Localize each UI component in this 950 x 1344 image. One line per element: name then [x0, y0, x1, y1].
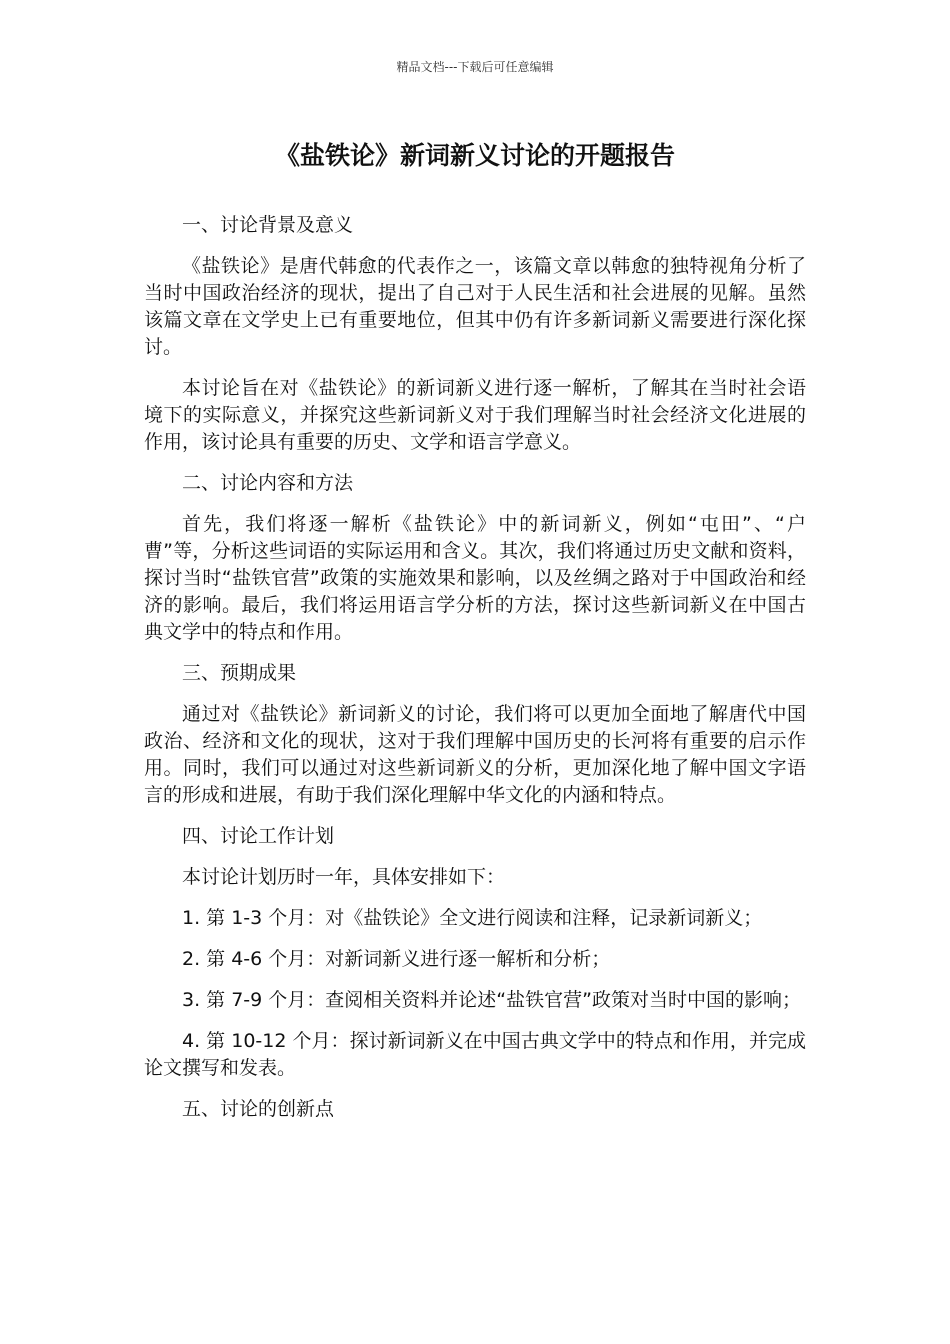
work-plan-item-3: 3. 第 7-9 个月：查阅相关资料并论述“盐铁官营”政策对当时中国的影响； [182, 989, 801, 1011]
paragraph-work-plan-intro: 本讨论计划历时一年，具体安排如下： [182, 866, 506, 888]
section-heading-background: 一、讨论背景及意义 [182, 214, 354, 236]
paragraph-expected-results: 通过对《盐铁论》新词新义的讨论，我们将可以更加全面地了解唐代中国政治、经济和文化的现状，这对于我们理解中国历史的长河将有重要的启示作用。同时，我们可以通过对这些新词新义的分析，更加深化地了解中国文字语言的形成和进展，有助于我们深化理解中华文化的内涵和特点。 [144, 703, 806, 806]
paragraph-content-method: 首先，我们将逐一解析《盐铁论》中的新词新义，例如“屯田”、“户曹”等，分析这些词语的实际运用和含义。其次，我们将通过历史文献和资料，探讨当时“盐铁官营”政策的实施效果和影响，以及丝绸之路对于中国政治和经济的影响。最后，我们将运用语言学分析的方法，探讨这些新词新义在中国古典文学中的特点和作用。 [144, 513, 806, 643]
section-heading-content-method: 二、讨论内容和方法 [182, 472, 354, 494]
section-heading-expected-results: 三、预期成果 [182, 662, 297, 684]
document-title: 《盐铁论》新词新义讨论的开题报告 [274, 141, 675, 170]
section-heading-innovation: 五、讨论的创新点 [182, 1098, 335, 1120]
paragraph-background-2: 本讨论旨在对《盐铁论》的新词新义进行逐一解析，了解其在当时社会语境下的实际意义，并探究这些新词新义对于我们理解当时社会经济文化进展的作用，该讨论具有重要的历史、文学和语言学意义。 [144, 377, 806, 453]
work-plan-item-4: 4. 第 10-12 个月：探讨新词新义在中国古典文学中的特点和作用，并完成论文撰写和发表。 [144, 1030, 806, 1079]
paragraph-background-1: 《盐铁论》是唐代韩愈的代表作之一，该篇文章以韩愈的独特视角分析了当时中国政治经济的现状，提出了自己对于人民生活和社会进展的见解。虽然该篇文章在文学史上已有重要地位，但其中仍有许多新词新义需要进行深化探讨。 [144, 255, 806, 358]
document-body [144, 212, 806, 1137]
work-plan-item-1: 1. 第 1-3 个月：对《盐铁论》全文进行阅读和注释，记录新词新义； [182, 907, 763, 929]
work-plan-item-2: 2. 第 4-6 个月：对新词新义进行逐一解析和分析； [182, 948, 611, 970]
section-heading-work-plan: 四、讨论工作计划 [182, 825, 335, 847]
header-note: 精品文档---下载后可任意编辑 [396, 60, 554, 74]
